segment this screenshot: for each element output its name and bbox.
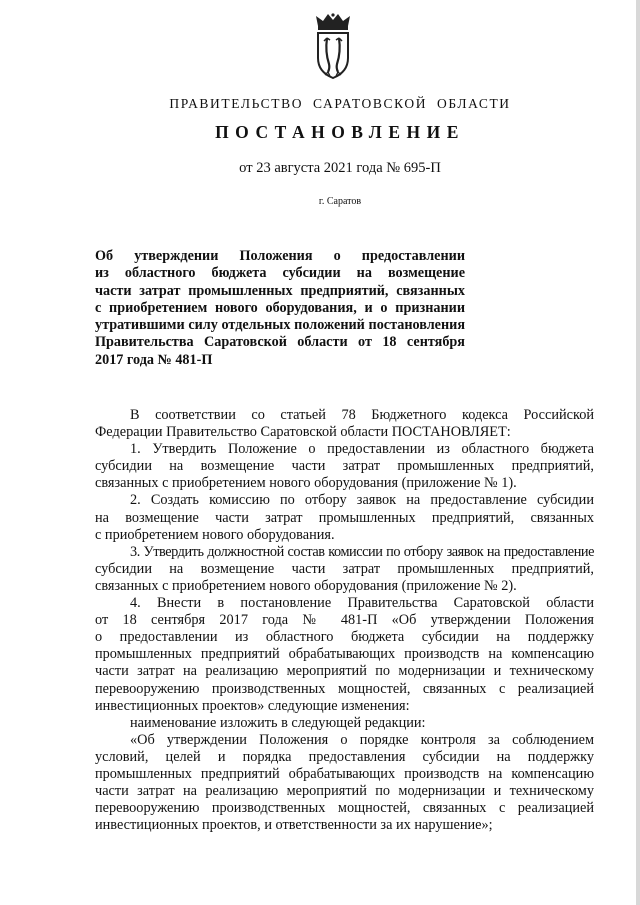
document-heading — [95, 248, 465, 369]
body-line: 1. Утвердить Положение о предоставлении из областного бюджета — [130, 441, 594, 458]
body-line: с приобретением нового оборудования. — [95, 526, 335, 543]
body-line: промышленных предприятий обрабатывающих производств на компенсацию — [95, 765, 594, 782]
body-line: инвестиционных проектов, и ответственности за их нарушение»; — [95, 817, 493, 834]
heading-line: утратившими силу отдельных положений постановления — [95, 317, 465, 334]
body-line: связанных с приобретением нового оборудования (приложение № 1). — [95, 475, 517, 492]
body-line: части затрат на реализацию мероприятий по модернизации и техническому — [95, 783, 594, 800]
heading-line: части затрат промышленных предприятий, связанных — [95, 282, 465, 299]
body-line: перевооружению производственных мощностей, связанных с реализацией — [95, 680, 594, 697]
body-line: связанных с приобретением нового оборудования (приложение № 2). — [95, 577, 517, 594]
heading-line: с приобретением нового оборудования, и о признании — [95, 299, 465, 316]
document-city: г. Саратов — [318, 196, 362, 207]
body-line: от 18 сентября 2017 года № 481-П «Об утверждении Положения — [95, 612, 594, 629]
document-body — [95, 407, 594, 834]
body-line: Федерации Правительство Саратовской области ПОСТАНОВЛЯЕТ: — [95, 424, 511, 441]
body-line: инвестиционных проектов» следующие изменения: — [95, 697, 410, 714]
body-line: 4. Внести в постановление Правительства Саратовской области — [130, 595, 594, 612]
body-line: на возмещение части затрат промышленных предприятий, связанных — [95, 509, 594, 526]
document-date-number: от 23 августа 2021 года № 695-П — [239, 160, 441, 176]
body-line: 2. Создать комиссию по отбору заявок на предоставление субсидии — [130, 492, 594, 509]
government-title: ПРАВИТЕЛЬСТВО САРАТОВСКОЙ ОБЛАСТИ — [169, 96, 511, 111]
heading-line: 2017 года № 481-П — [95, 351, 213, 368]
body-line: В соответствии со статьей 78 Бюджетного кодекса Российской — [130, 407, 594, 423]
coat-of-arms-icon — [310, 12, 356, 82]
body-line: о предоставлении из областного бюджета субсидии на поддержку — [95, 629, 594, 646]
body-line: 3. Утвердить должностной состав комиссии по отбору заявок на предоставление — [130, 543, 594, 560]
heading-line: из областного бюджета субсидии на возмещение — [95, 265, 465, 282]
body-line: промышленных предприятий обрабатывающих производств на компенсацию — [95, 646, 594, 663]
body-line: «Об утверждении Положения о порядке контроля за соблюдением — [130, 731, 594, 748]
heading-line: Об утверждении Положения о предоставлении — [95, 248, 465, 264]
body-line: субсидии на возмещение части затрат промышленных предприятий, — [95, 458, 594, 475]
body-line: субсидии на возмещение части затрат промышленных предприятий, — [95, 560, 594, 577]
heading-line: Правительства Саратовской области от 18 сентября — [95, 334, 465, 351]
body-line: условий, целей и порядка предоставления субсидии на поддержку — [95, 748, 594, 765]
document-type: ПОСТАНОВЛЕНИЕ — [215, 122, 465, 142]
body-line: наименование изложить в следующей редакции: — [130, 714, 426, 731]
body-line: перевооружению производственных мощностей, связанных с реализацией — [95, 800, 594, 817]
body-line: части затрат на реализацию мероприятий по модернизации и техническому — [95, 663, 594, 680]
